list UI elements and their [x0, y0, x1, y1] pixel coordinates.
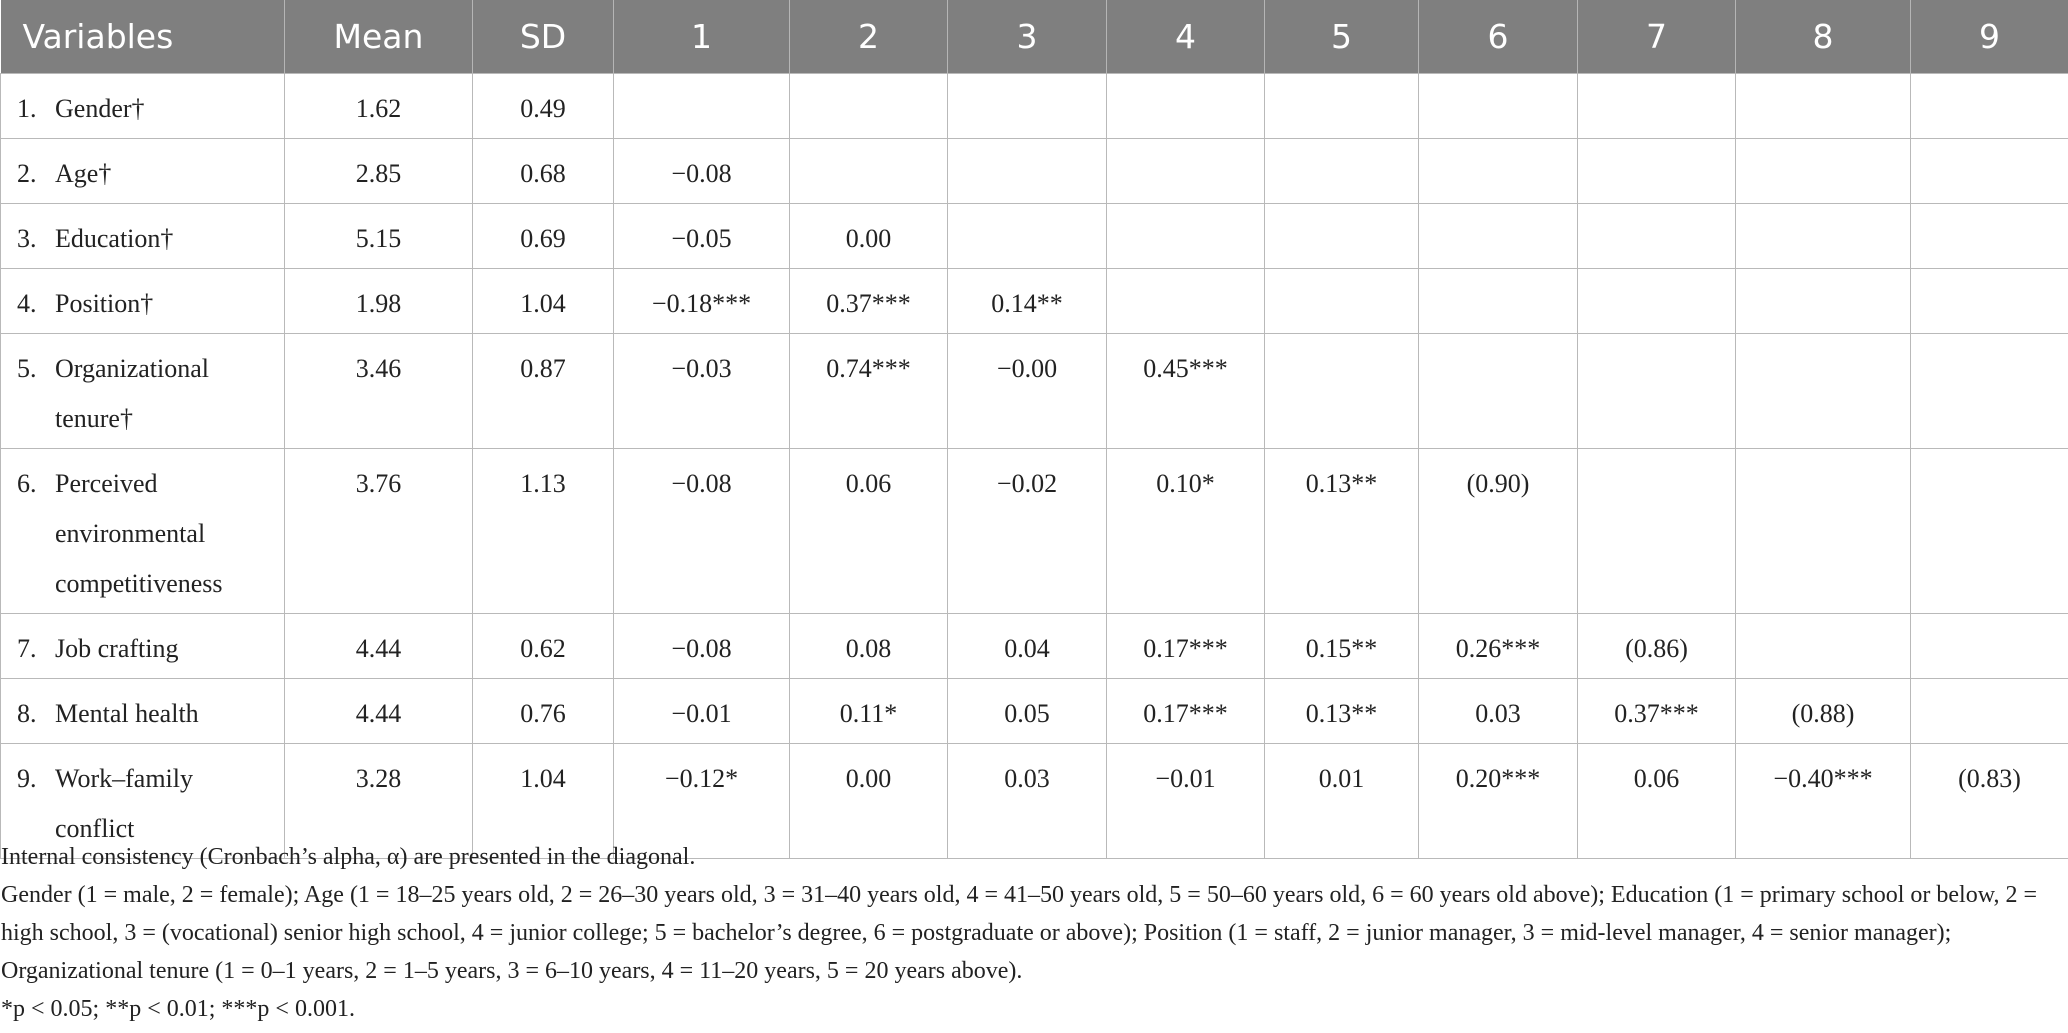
correlation-cell: 0.13** [1265, 449, 1419, 614]
mean-cell: 5.15 [285, 204, 473, 269]
correlation-cell [790, 139, 948, 204]
sd-cell: 0.68 [473, 139, 614, 204]
correlation-cell [948, 74, 1107, 139]
correlation-cell [1419, 74, 1578, 139]
sd-cell: 1.04 [473, 269, 614, 334]
mean-cell: 2.85 [285, 139, 473, 204]
correlation-cell [1578, 74, 1736, 139]
correlation-cell: 0.45*** [1107, 334, 1265, 449]
correlation-cell: 0.00 [790, 204, 948, 269]
variable-cell [1, 269, 285, 334]
sd-cell: 0.62 [473, 614, 614, 679]
variable-number: 8. [17, 699, 37, 728]
table-row [1, 449, 2068, 614]
correlation-cell: −0.12* [614, 744, 790, 859]
correlation-cell: 0.20*** [1419, 744, 1578, 859]
correlation-cell [1419, 269, 1578, 334]
correlation-cell: −0.03 [614, 334, 790, 449]
variable-number: 3. [17, 224, 37, 253]
table-row [1, 74, 2068, 139]
col-header-4: 4 [1107, 0, 1265, 74]
correlation-cell [1911, 269, 2068, 334]
correlation-cell [1911, 449, 2068, 614]
correlation-cell [1265, 74, 1419, 139]
variable-name: Work–family conflict [55, 764, 193, 843]
correlation-cell [790, 74, 948, 139]
table-notes [0, 838, 2068, 1028]
correlation-cell [1419, 139, 1578, 204]
variable-cell [1, 614, 285, 679]
variable-name: Age† [55, 159, 112, 188]
variable-number: 7. [17, 634, 37, 663]
table-row [1, 139, 2068, 204]
col-header-variables: Variables [1, 0, 285, 74]
col-header-5: 5 [1265, 0, 1419, 74]
correlation-cell: 0.11* [790, 679, 948, 744]
correlation-cell: −0.40*** [1736, 744, 1911, 859]
correlation-cell [1578, 334, 1736, 449]
correlation-cell: 0.05 [948, 679, 1107, 744]
variable-name: Position† [55, 289, 154, 318]
correlation-cell: −0.01 [614, 679, 790, 744]
variable-cell [1, 679, 285, 744]
variable-name: Education† [55, 224, 174, 253]
correlation-cell [948, 139, 1107, 204]
correlation-cell [1736, 334, 1911, 449]
correlation-cell [1578, 139, 1736, 204]
table-row [1, 614, 2068, 679]
correlation-cell [1107, 269, 1265, 334]
correlation-cell: 0.14** [948, 269, 1107, 334]
variable-name: Perceived environmental competitiveness [55, 469, 223, 598]
variable-cell [1, 139, 285, 204]
sd-cell: 0.87 [473, 334, 614, 449]
variable-number: 1. [17, 94, 37, 123]
correlation-cell: −0.08 [614, 139, 790, 204]
correlation-cell: 0.06 [790, 449, 948, 614]
sd-cell: 0.76 [473, 679, 614, 744]
correlation-cell [1107, 139, 1265, 204]
correlation-cell: 0.01 [1265, 744, 1419, 859]
variable-cell [1, 334, 285, 449]
correlation-cell: −0.08 [614, 449, 790, 614]
correlation-cell [1736, 139, 1911, 204]
correlation-cell: 0.04 [948, 614, 1107, 679]
col-header-mean: Mean [285, 0, 473, 74]
correlation-cell: 0.10* [1107, 449, 1265, 614]
col-header-6: 6 [1419, 0, 1578, 74]
correlation-cell: 0.00 [790, 744, 948, 859]
correlation-cell: −0.18*** [614, 269, 790, 334]
mean-cell: 3.46 [285, 334, 473, 449]
correlation-cell: 0.08 [790, 614, 948, 679]
correlation-cell [1265, 269, 1419, 334]
col-header-8: 8 [1736, 0, 1911, 74]
mean-cell: 1.98 [285, 269, 473, 334]
mean-cell: 3.76 [285, 449, 473, 614]
note-alpha: Internal consistency (Cronbach’s alpha, α) are presented in the diagonal. [1, 844, 696, 870]
correlation-cell [1911, 679, 2068, 744]
table-row [1, 679, 2068, 744]
correlation-cell: 0.74*** [790, 334, 948, 449]
sd-cell: 0.69 [473, 204, 614, 269]
correlation-cell [1911, 334, 2068, 449]
correlation-cell [1736, 614, 1911, 679]
correlation-cell: 0.03 [1419, 679, 1578, 744]
correlation-cell [1578, 269, 1736, 334]
col-header-1: 1 [614, 0, 790, 74]
correlation-cell: (0.88) [1736, 679, 1911, 744]
mean-cell: 4.44 [285, 614, 473, 679]
mean-cell: 4.44 [285, 679, 473, 744]
correlation-cell: (0.86) [1578, 614, 1736, 679]
correlation-cell [1265, 334, 1419, 449]
correlation-cell [614, 74, 790, 139]
correlation-cell: −0.08 [614, 614, 790, 679]
variable-name: Organizational tenure† [55, 354, 210, 433]
col-header-2: 2 [790, 0, 948, 74]
correlation-cell [1419, 204, 1578, 269]
col-header-7: 7 [1578, 0, 1736, 74]
variable-number: 2. [17, 159, 37, 188]
correlation-cell [1265, 204, 1419, 269]
table-row [1, 204, 2068, 269]
correlation-cell [1911, 614, 2068, 679]
correlation-cell [1419, 334, 1578, 449]
correlation-cell [1578, 204, 1736, 269]
correlation-cell: 0.17*** [1107, 614, 1265, 679]
table-row [1, 269, 2068, 334]
sd-cell: 1.04 [473, 744, 614, 859]
correlation-cell [1911, 139, 2068, 204]
correlation-cell [1107, 74, 1265, 139]
col-header-9: 9 [1911, 0, 2068, 74]
note-coding: Gender (1 = male, 2 = female); Age (1 = 18–25 years old, 2 = 26–30 years old, 3 = 31–40 years old, 4 = 41–50 years old, 5 = 50–60 years old, 6 = 60 years old above); Education (1 = primary school or below, 2 = high school, 3 = (vocational) senior high school, 4 = junior college; 5 = bachelor’s degree, 6 = postgraduate or above); Position (1 = staff, 2 = junior manager, 3 = mid-level manager, 4 = senior manager); Organizational tenure (1 = 0–1 years, 2 = 1–5 years, 3 = 6–10 years, 4 = 11–20 years, 5 = 20 years above). [1, 882, 2038, 984]
sd-cell: 1.13 [473, 449, 614, 614]
variable-cell [1, 74, 285, 139]
variable-cell [1, 449, 285, 614]
correlation-cell [1265, 139, 1419, 204]
correlation-cell: 0.06 [1578, 744, 1736, 859]
variable-number: 9. [17, 764, 37, 793]
correlation-cell [1736, 449, 1911, 614]
correlation-cell: 0.37*** [1578, 679, 1736, 744]
variable-name: Job crafting [55, 634, 179, 663]
variable-number: 6. [17, 469, 37, 498]
mean-cell: 1.62 [285, 74, 473, 139]
correlation-cell: 0.13** [1265, 679, 1419, 744]
correlation-cell: −0.00 [948, 334, 1107, 449]
correlation-cell [1578, 449, 1736, 614]
col-header-3: 3 [948, 0, 1107, 74]
variable-name: Mental health [55, 699, 199, 728]
variable-name: Gender† [55, 94, 145, 123]
note-significance: *p < 0.05; **p < 0.01; ***p < 0.001. [1, 996, 355, 1022]
correlation-cell: 0.26*** [1419, 614, 1578, 679]
correlation-cell: 0.17*** [1107, 679, 1265, 744]
correlation-cell: (0.83) [1911, 744, 2068, 859]
correlation-cell: 0.15** [1265, 614, 1419, 679]
sd-cell: 0.49 [473, 74, 614, 139]
variable-number: 5. [17, 354, 37, 383]
variable-number: 4. [17, 289, 37, 318]
col-header-sd: SD [473, 0, 614, 74]
correlation-cell: (0.90) [1419, 449, 1578, 614]
correlation-cell: 0.03 [948, 744, 1107, 859]
correlation-cell [948, 204, 1107, 269]
correlation-cell [1736, 204, 1911, 269]
correlation-cell [1107, 204, 1265, 269]
correlation-cell: −0.05 [614, 204, 790, 269]
header-row [1, 0, 2068, 74]
correlation-cell: −0.02 [948, 449, 1107, 614]
correlation-cell [1911, 204, 2068, 269]
mean-cell: 3.28 [285, 744, 473, 859]
correlation-cell [1736, 269, 1911, 334]
correlation-cell: −0.01 [1107, 744, 1265, 859]
correlation-cell [1911, 74, 2068, 139]
variable-cell [1, 204, 285, 269]
correlation-cell [1736, 74, 1911, 139]
correlation-cell: 0.37*** [790, 269, 948, 334]
table-row [1, 334, 2068, 449]
